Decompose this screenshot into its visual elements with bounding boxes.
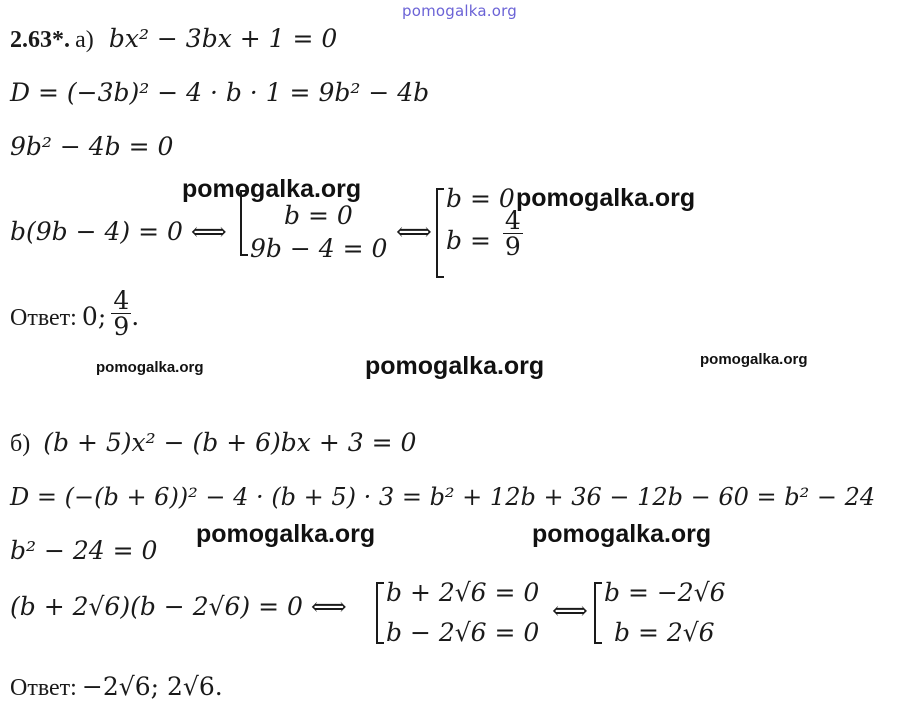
part-b-system1-line2: b − 2√6 = 0 xyxy=(386,618,540,647)
fraction-numerator: 4 xyxy=(504,206,521,235)
answer-value: −2√6; 2√6. xyxy=(81,672,223,701)
part-a-system1-line2: 9b − 4 = 0 xyxy=(250,234,388,263)
answer-fraction xyxy=(111,288,131,339)
system-bracket xyxy=(436,188,444,278)
watermark-top: pomogalka.org xyxy=(402,2,517,20)
watermark: pomogalka.org xyxy=(365,352,545,380)
part-a-b-equals: b = xyxy=(446,226,491,255)
part-b-system1-line1: b + 2√6 = 0 xyxy=(386,578,540,607)
part-a-label: а) xyxy=(75,27,94,53)
answer-value: 0; xyxy=(81,302,107,331)
watermark: pomogalka.org xyxy=(182,175,362,203)
part-b-header xyxy=(10,430,416,458)
part-b-discriminant: D = (−(b + 6))² − 4 · (b + 5) · 3 = b² + 12b + 36 − 12b − 60 = b² − 24 xyxy=(10,483,876,511)
part-a-disc-zero: 9b² − 4b = 0 xyxy=(10,132,174,161)
part-b-label: б) xyxy=(10,431,31,457)
fraction-denominator: 9 xyxy=(504,232,521,261)
watermark: pomogalka.org xyxy=(96,359,204,376)
part-a-system2-line2 xyxy=(446,206,523,261)
part-b-disc-zero: b² − 24 = 0 xyxy=(10,536,158,565)
watermark: pomogalka.org xyxy=(700,351,808,368)
fraction-numerator: 4 xyxy=(113,286,130,315)
part-a-header xyxy=(10,26,337,54)
part-a-discriminant: D = (−3b)² − 4 · b · 1 = 9b² − 4b xyxy=(10,78,430,107)
equivalence-symbol: ⟺ xyxy=(396,217,432,246)
part-a-factored: b(9b − 4) = 0 ⟺ xyxy=(10,217,227,246)
system-bracket xyxy=(594,582,602,644)
problem-number: 2.63*. xyxy=(10,27,70,53)
answer-period: . xyxy=(131,302,140,331)
fraction-four-ninths xyxy=(503,208,523,259)
watermark: pomogalka.org xyxy=(196,520,376,548)
part-b-equation: (b + 5)x² − (b + 6)bx + 3 = 0 xyxy=(43,428,417,457)
watermark: pomogalka.org xyxy=(516,184,696,212)
part-b-system2-line1: b = −2√6 xyxy=(604,578,726,607)
part-a-system2-line1: b = 0 xyxy=(446,184,515,213)
part-a-system1-line1: b = 0 xyxy=(284,201,353,230)
part-b-system2-line2: b = 2√6 xyxy=(614,618,715,647)
equivalence-symbol: ⟺ xyxy=(552,596,588,625)
fraction-denominator: 9 xyxy=(113,312,130,341)
answer-label: Ответ: xyxy=(10,675,77,701)
answer-label: Ответ: xyxy=(10,305,77,331)
watermark: pomogalka.org xyxy=(532,520,712,548)
part-a-answer xyxy=(10,286,140,341)
part-a-equation: bx² − 3bx + 1 = 0 xyxy=(108,24,338,53)
system-bracket xyxy=(240,190,248,256)
part-b-answer xyxy=(10,674,223,702)
system-bracket xyxy=(376,582,384,644)
part-b-factored: (b + 2√6)(b − 2√6) = 0 ⟺ xyxy=(10,592,347,621)
